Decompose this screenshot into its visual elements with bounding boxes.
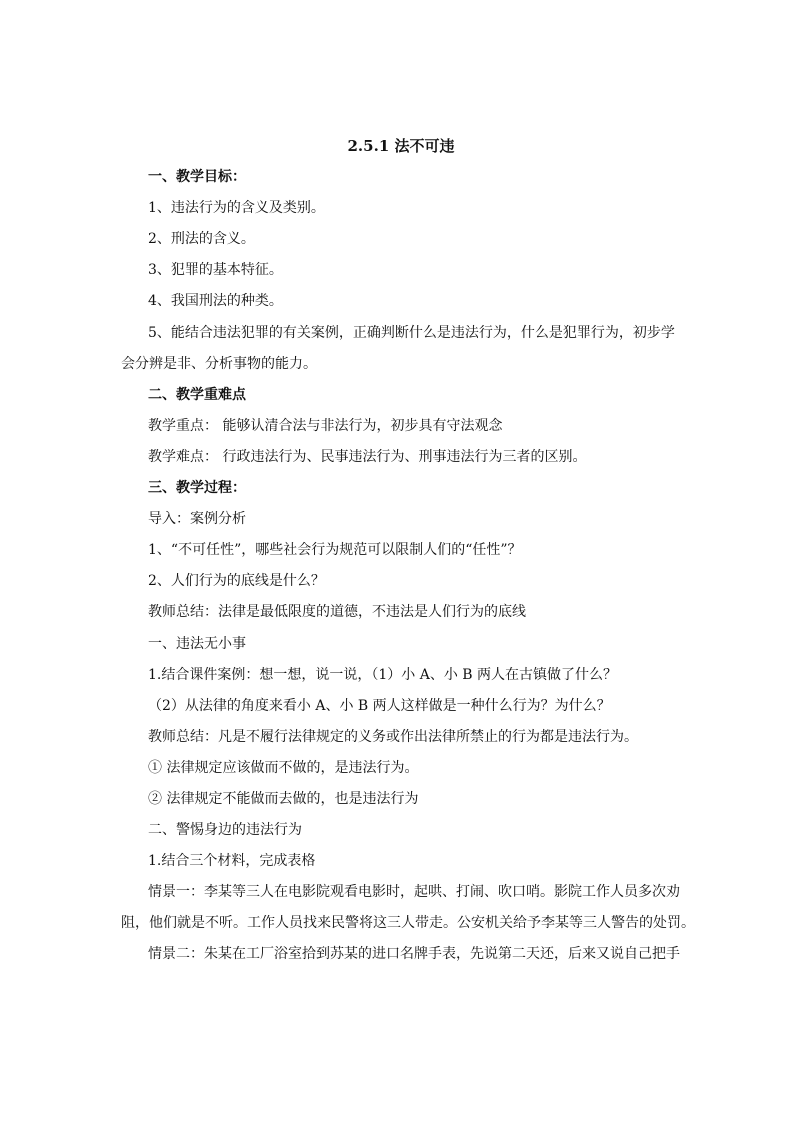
section-heading: 一、教学目标： (148, 169, 246, 186)
paragraph-line: 2、刑法的含义。 (148, 231, 255, 248)
paragraph-line: 教师总结：凡是不履行法律规定的义务或作出法律所禁止的行为都是违法行为。 (148, 728, 638, 745)
paragraph-line: 导入：案例分析 (148, 511, 246, 528)
subsection-heading: 一、违法无小事 (148, 635, 246, 652)
paragraph-line: 教学难点： 行政违法行为、民事违法行为、刑事违法行为三者的区别。 (148, 448, 587, 465)
paragraph-line: ② 法律规定不能做而去做的，也是违法行为 (148, 790, 419, 807)
paragraph-line: 教学重点： 能够认清合法与非法行为，初步具有守法观念 (148, 417, 503, 434)
paragraph-line-continued: 会分辨是非、分析事物的能力。 (121, 355, 317, 372)
paragraph-line: 1.结合课件案例：想一想，说一说，（1）小 A、小 B 两人在古镇做了什么？ (148, 666, 618, 683)
paragraph-line: 情景二：朱某在工厂浴室拾到苏某的进口名牌手表，先说第二天还，后来又说自己把手 (148, 946, 680, 963)
paragraph-line: 教师总结：法律是最低限度的道德，不违法是人们行为的底线 (148, 604, 526, 621)
paragraph-line: 5、能结合违法犯罪的有关案例，正确判断什么是违法行为，什么是犯罪行为，初步学 (148, 324, 675, 341)
paragraph-line: 3、犯罪的基本特征。 (148, 262, 283, 279)
document-body (121, 131, 695, 971)
paragraph-line: （2）从法律的角度来看小 A、小 B 两人这样做是一种什么行为？为什么？ (148, 697, 611, 714)
section-heading: 二、教学重难点 (148, 386, 246, 403)
paragraph-line: 1、违法行为的含义及类别。 (148, 200, 325, 217)
paragraph-line: 1.结合三个材料，完成表格 (148, 853, 316, 870)
paragraph-line: 情景一：李某等三人在电影院观看电影时，起哄、打闹、吹口哨。影院工作人员多次劝 (148, 884, 680, 901)
section-heading: 三、教学过程： (148, 480, 246, 497)
paragraph-line: 2、人们行为的底线是什么？ (148, 573, 325, 590)
paragraph-line: ① 法律规定应该做而不做的，是违法行为。 (148, 759, 419, 776)
subsection-heading: 二、警惕身边的违法行为 (148, 822, 302, 839)
paragraph-line: 1、“不可任性”，哪些社会行为规范可以限制人们的“任性”？ (148, 542, 522, 559)
paragraph-line-continued: 阻，他们就是不听。工作人员找来民警将这三人带走。公安机关给予李某等三人警告的处罚。 (121, 915, 695, 932)
page-title: 2.5.1 法不可违 (347, 137, 455, 155)
paragraph-line: 4、我国刑法的种类。 (148, 293, 283, 310)
